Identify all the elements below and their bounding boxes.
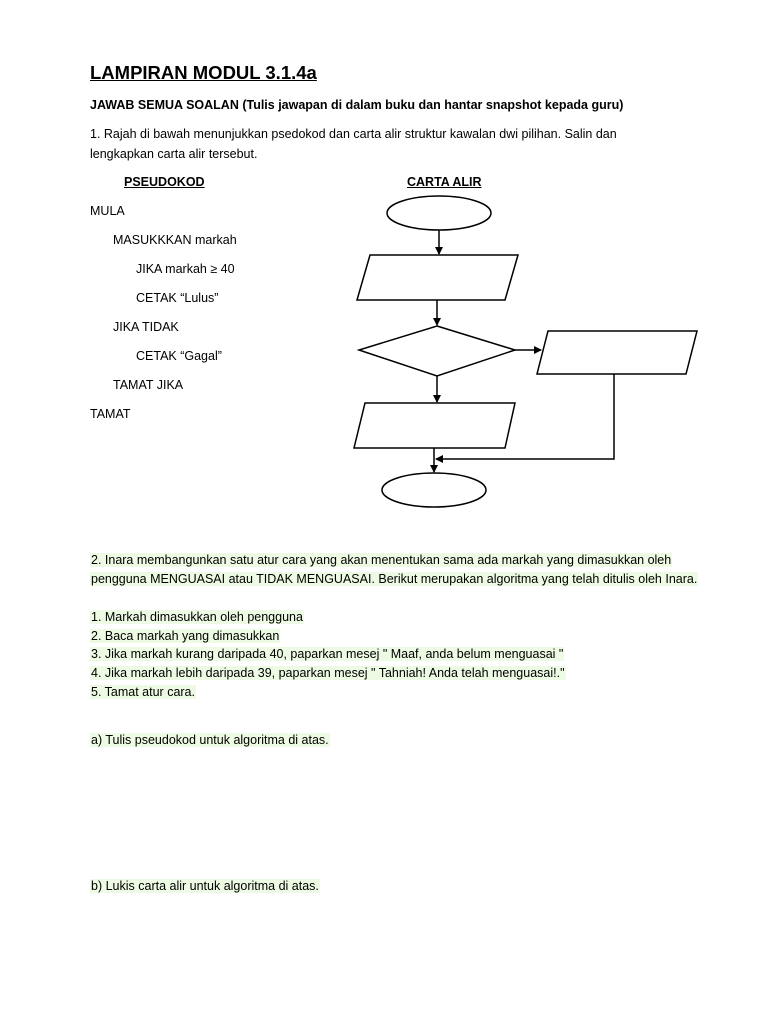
end-terminal-shape [382,473,486,507]
pseudocode-line: JIKA markah ≥ 40 [136,262,235,276]
input-parallelogram [357,255,518,300]
algorithm-step: 4. Jika markah lebih daripada 39, paparkan mesej " Tahniah! Anda telah menguasai!." [91,666,565,680]
instruction-text: JAWAB SEMUA SOALAN (Tulis jawapan di dalam buku dan hantar snapshot kepada guru) [90,98,624,112]
pseudocode-line: CETAK “Lulus” [136,291,219,305]
output-parallelogram-bottom [354,403,515,448]
question-1-line-1: 1. Rajah di bawah menunjukkan psedokod dan carta alir struktur kawalan dwi pilihan. Salin dan [90,127,617,141]
pseudocode-line: TAMAT JIKA [113,378,184,392]
question-2a: a) Tulis pseudokod untuk algoritma di atas. [91,733,329,747]
question-2b: b) Lukis carta alir untuk algoritma di atas. [91,879,319,893]
algorithm-step: 5. Tamat atur cara. [91,685,195,699]
pseudocode-line: JIKA TIDAK [113,320,179,334]
decision-diamond [359,326,515,376]
pseudocode-line: TAMAT [90,407,131,421]
start-terminal-shape [387,196,491,230]
question-1-line-2: lengkapkan carta alir tersebut. [90,147,258,161]
pseudocode-heading: PSEUDOKOD [124,175,205,189]
question-2-intro-line-2: pengguna MENGUASAI atau TIDAK MENGUASAI. Berikut merupakan algoritma yang telah ditulis oleh Inara. [91,572,698,586]
page-title: LAMPIRAN MODUL 3.1.4a [90,62,317,83]
output-parallelogram-right [537,331,697,374]
pseudocode-line: MULA [90,204,125,218]
algorithm-step: 3. Jika markah kurang daripada 40, paparkan mesej " Maaf, anda belum menguasai " [91,647,564,661]
question-2-intro-line-1: 2. Inara membangunkan satu atur cara yang akan menentukan sama ada markah yang dimasukkan oleh [91,553,672,567]
pseudocode-line: MASUKKKAN markah [113,233,237,247]
algorithm-step: 2. Baca markah yang dimasukkan [91,629,280,643]
flowchart-heading: CARTA ALIR [407,175,482,189]
pseudocode-line: CETAK “Gagal” [136,349,222,363]
algorithm-step: 1. Markah dimasukkan oleh pengguna [91,610,303,624]
